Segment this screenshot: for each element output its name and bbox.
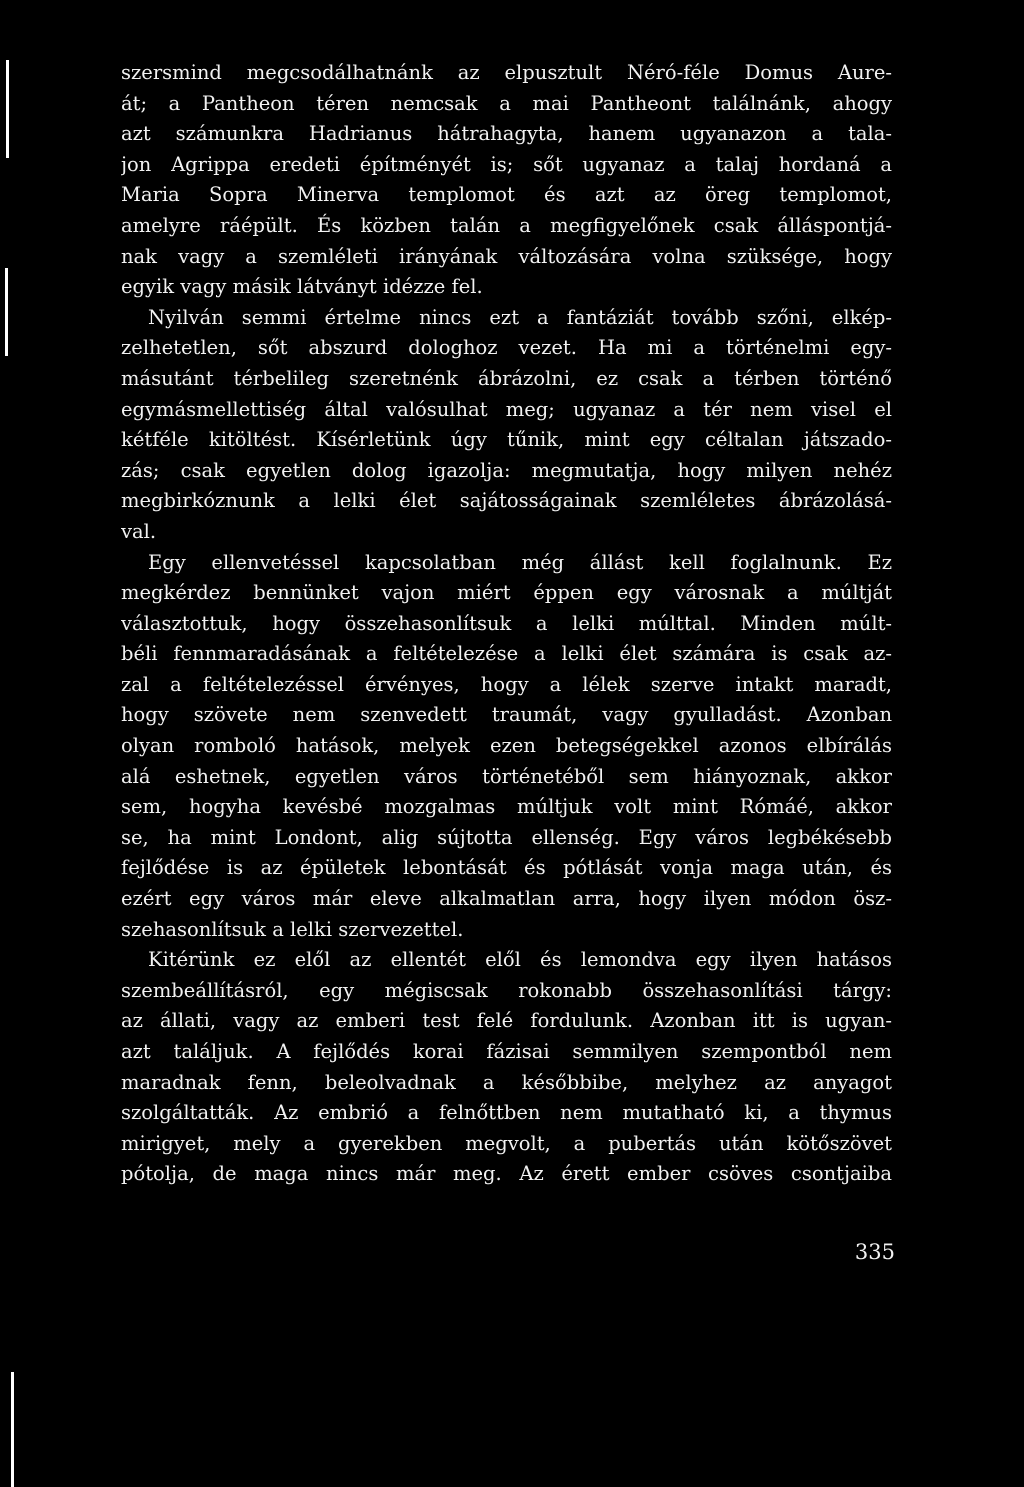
text-line: mirigyet, mely a gyerekben megvolt, a pubertás után kötőszövet (121, 1131, 892, 1155)
text-line: az állati, vagy az emberi test felé fordulunk. Azonban itt is ugyan- (121, 1009, 892, 1033)
scan-edge-mark (5, 268, 8, 356)
text-line: kétféle kitöltést. Kísérletünk úgy tűnik, mint egy céltalan játszado- (121, 428, 892, 452)
text-line: zás; csak egyetlen dolog igazolja: megmutatja, hogy milyen nehéz (121, 458, 892, 482)
text-line: pótolja, de maga nincs már meg. Az érett ember csöves csontjaiba (121, 1162, 892, 1186)
text-line: maradnak fenn, beleolvadnak a későbbibe, melyhez az anyagot (121, 1070, 892, 1094)
text-line: egyik vagy másik látványt idézze fel. (121, 275, 483, 299)
scan-edge-mark (11, 1372, 14, 1487)
text-line: hogy szövete nem szenvedett traumát, vagy gyulladást. Azonban (121, 703, 892, 727)
text-line: fejlődése is az épületek lebontását és pótlását vonja maga után, és (121, 856, 892, 880)
text-line: szehasonlítsuk a lelki szervezettel. (121, 917, 464, 941)
text-line: megkérdez bennünket vajon miért éppen egy városnak a múltját (121, 581, 892, 605)
text-line: szersmind megcsodálhatnánk az elpusztult Néró-féle Domus Aure- (121, 61, 892, 84)
text-line: azt számunkra Hadrianus hátrahagyta, hanem ugyanazon a tala- (121, 122, 892, 146)
text-line: alá eshetnek, egyetlen város történetéből sem hiányoznak, akkor (121, 764, 892, 788)
scan-edge-mark (6, 60, 9, 158)
text-line: át; a Pantheon téren nemcsak a mai Pantheont találnánk, ahogy (121, 91, 892, 115)
text-line: azt találjuk. A fejlődés korai fázisai semmilyen szempontból nem (121, 1040, 892, 1063)
text-line: Nyilván semmi értelme nincs ezt a fantáziát tovább szőni, elkép- (148, 305, 892, 329)
text-line: zelhetetlen, sőt abszurd dologhoz vezet. Ha mi a történelmi egy- (121, 336, 892, 360)
text-line: amelyre ráépült. És közben talán a megfigyelőnek csak álláspontjá- (121, 213, 892, 237)
text-line: sem, hogyha kevésbé mozgalmas múltjuk volt mint Rómáé, akkor (121, 795, 892, 819)
text-line: szolgáltatták. Az embrió a felnőttben nem mutatható ki, a thymus (121, 1101, 892, 1125)
page-number: 335 (854, 1240, 895, 1264)
text-line: választottuk, hogy összehasonlítsuk a lelki múlttal. Minden múlt- (121, 611, 892, 635)
text-line: Egy ellenvetéssel kapcsolatban még állást kell foglalnunk. Ez (148, 550, 892, 574)
page-body-text (121, 58, 892, 1190)
text-line: megbirkóznunk a lelki élet sajátosságainak szemléletes ábrázolásá- (121, 489, 892, 513)
text-line: Kitérünk ez elől az ellentét elől és lemondva egy ilyen hatásos (148, 948, 892, 972)
text-line: jon Agrippa eredeti építményét is; sőt ugyanaz a talaj hordaná a (121, 152, 892, 176)
text-line: Maria Sopra Minerva templomot és azt az öreg templomot, (121, 183, 892, 207)
text-line: béli fennmaradásának a feltételezése a lelki élet számára is csak az- (121, 642, 892, 666)
text-line: ezért egy város már eleve alkalmatlan arra, hogy ilyen módon ösz- (121, 887, 892, 911)
text-line: olyan romboló hatások, melyek ezen betegségekkel azonos elbírálás (121, 734, 892, 758)
text-line: nak vagy a szemléleti irányának változására volna szüksége, hogy (121, 244, 892, 268)
text-line: egymásmellettiség által valósulhat meg; ugyanaz a tér nem visel el (121, 397, 892, 421)
text-line: szembeállításról, egy mégiscsak rokonabb összehasonlítási tárgy: (121, 978, 892, 1002)
text-line: zal a feltételezéssel érvényes, hogy a lélek szerve intakt maradt, (121, 672, 892, 696)
text-line: másutánt térbelileg szeretnénk ábrázolni, ez csak a térben történő (121, 366, 892, 390)
text-line: se, ha mint Londont, alig sújtotta ellenség. Egy város legbékésebb (121, 825, 892, 849)
text-line: val. (121, 519, 157, 543)
